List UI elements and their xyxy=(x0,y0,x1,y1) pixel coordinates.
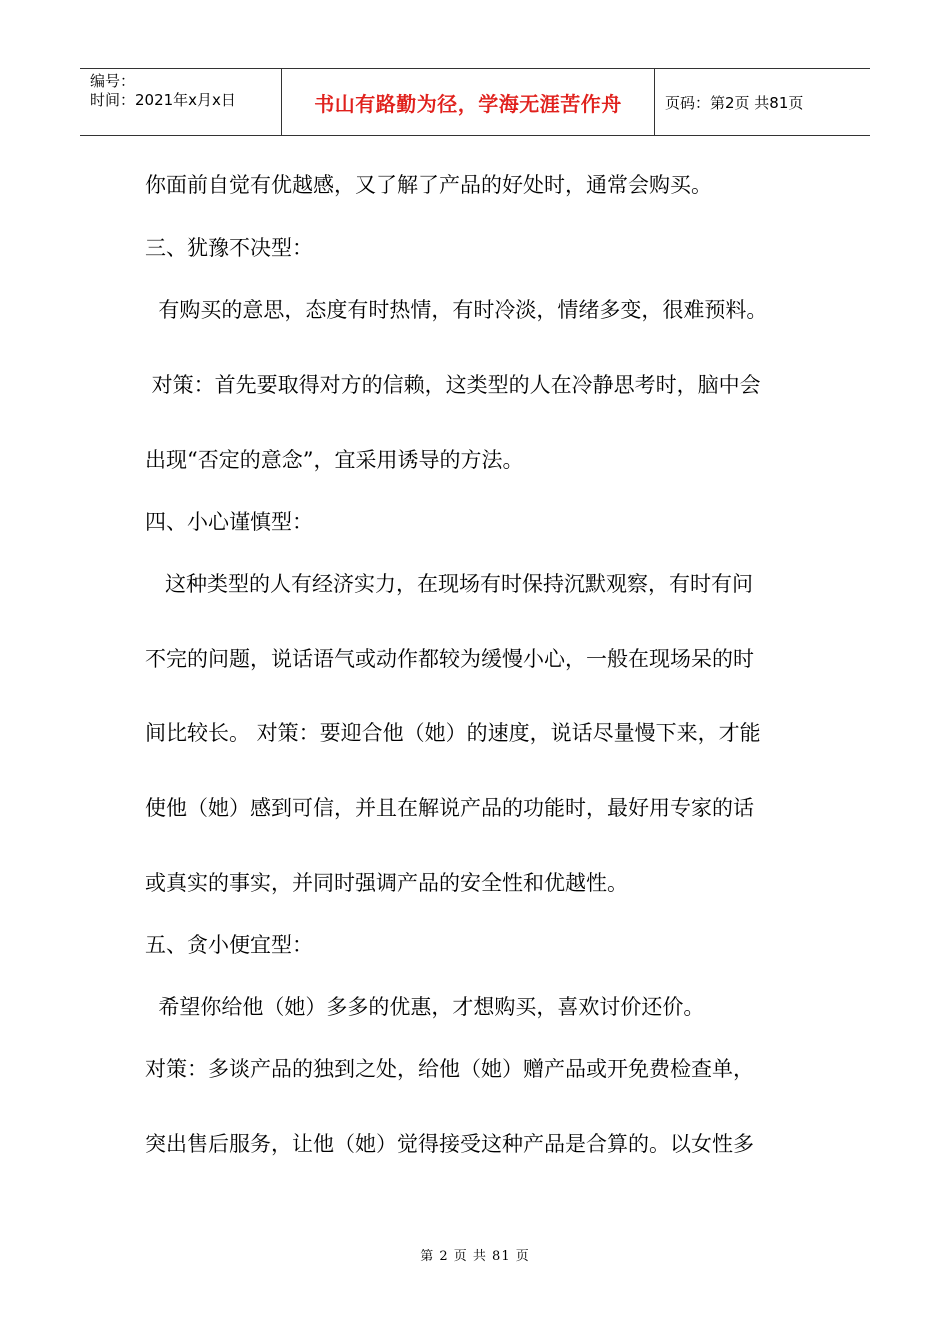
body-line: 或真实的事实，并同时强调产品的安全性和优越性。 xyxy=(145,871,628,895)
serial-number-label: 编号： xyxy=(90,72,136,90)
body-line: 出现“否定的意念”，宜采用诱导的方法。 xyxy=(145,448,524,472)
section-heading: 四、小心谨慎型： xyxy=(145,510,313,534)
body-line: 对策：多谈产品的独到之处，给他（她）赠产品或开免费检查单， xyxy=(145,1057,754,1081)
header-meta xyxy=(80,69,282,135)
body-line: 希望你给他（她）多多的优惠，才想购买，喜欢讨价还价。 xyxy=(145,995,705,1019)
page-footer: 第 2 页 共 81 页 xyxy=(420,1249,530,1264)
section-heading: 三、犹豫不决型： xyxy=(145,236,313,260)
body-line: 使他（她）感到可信，并且在解说产品的功能时，最好用专家的话 xyxy=(145,796,754,820)
date-label: 时间：2021年x月x日 xyxy=(90,91,236,109)
body-line: 突出售后服务，让他（她）觉得接受这种产品是合算的。以女性多 xyxy=(145,1132,754,1156)
body-line: 不完的问题，说话语气或动作都较为缓慢小心，一般在现场呆的时 xyxy=(145,647,754,671)
body-line: 你面前自觉有优越感，又了解了产品的好处时，通常会购买。 xyxy=(145,173,712,197)
header-page-info: 页码：第2页 共81页 xyxy=(665,93,804,112)
body-line: 这种类型的人有经济实力，在现场有时保持沉默观察，有时有问 xyxy=(145,572,754,596)
header-motto: 书山有路勤为径，学海无涯苦作舟 xyxy=(282,69,655,135)
body-line: 间比较长。 对策：要迎合他（她）的速度，说话尽量慢下来，才能 xyxy=(145,721,761,745)
body-line: 有购买的意思，态度有时热情，有时冷淡，情绪多变，很难预料。 xyxy=(145,298,768,322)
section-heading: 五、贪小便宜型： xyxy=(145,933,313,957)
body-line: 对策：首先要取得对方的信赖，这类型的人在冷静思考时，脑中会 xyxy=(145,373,761,397)
document-header xyxy=(80,68,870,136)
